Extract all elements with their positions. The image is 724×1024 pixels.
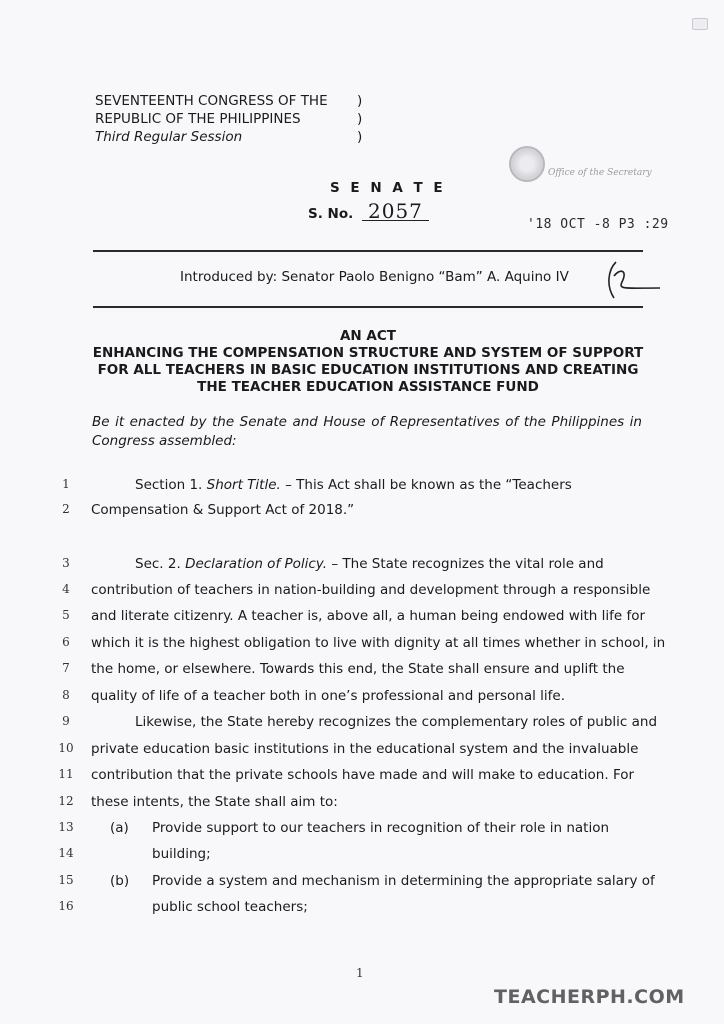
republic-line: REPUBLIC OF THE PHILIPPINES xyxy=(95,111,301,127)
body-line: quality of life of a teacher both in one’s professional and personal life. xyxy=(91,688,566,704)
list-label: (b) xyxy=(110,873,130,889)
line-number: 6 xyxy=(62,635,70,649)
senate-bill-label: S. No. xyxy=(308,206,354,222)
received-timestamp: '18 OCT -8 P3 :29 xyxy=(527,217,669,232)
signature-mark xyxy=(600,258,662,304)
body-line: the home, or elsewhere. Towards this end, the State shall ensure and uplift the xyxy=(91,661,625,677)
divider-top xyxy=(93,250,643,252)
bracket-paren: ) xyxy=(357,93,363,109)
list-item-text: Provide support to our teachers in recognition of their role in nation xyxy=(152,820,610,836)
line-number: 14 xyxy=(58,846,74,860)
line-number: 9 xyxy=(62,714,70,728)
act-title-line: FOR ALL TEACHERS IN BASIC EDUCATION INSTITUTIONS AND CREATING xyxy=(97,362,639,378)
line-number: 7 xyxy=(62,661,70,675)
body-line: Compensation & Support Act of 2018.” xyxy=(91,502,355,518)
declaration-heading: Declaration of Policy. xyxy=(185,556,328,572)
section-1-line: Section 1. Short Title. – This Act shall be known as the “Teachers xyxy=(135,477,572,493)
enacting-clause: Be it enacted by the Senate and House of Representatives of the Philippines in Congress assembled: xyxy=(92,414,642,449)
line-number: 5 xyxy=(62,608,70,622)
site-watermark: TEACHERPH.COM xyxy=(494,986,685,1008)
line-number: 13 xyxy=(58,820,74,834)
list-item-text: Provide a system and mechanism in determining the appropriate salary of xyxy=(152,873,655,889)
session-line: Third Regular Session xyxy=(95,129,243,145)
body-line: and literate citizenry. A teacher is, above all, a human being endowed with life for xyxy=(91,608,646,624)
line-number: 12 xyxy=(58,794,74,808)
line-number: 3 xyxy=(62,556,70,570)
short-title-heading: Short Title. xyxy=(206,477,281,493)
body-line: private education basic institutions in the educational system and the invaluable xyxy=(91,741,639,757)
act-title-line: THE TEACHER EDUCATION ASSISTANCE FUND xyxy=(197,379,539,395)
line-number: 4 xyxy=(62,582,70,596)
body-line: which it is the highest obligation to live with dignity at all times whether in school, in xyxy=(91,635,666,651)
list-label: (a) xyxy=(110,820,129,836)
body-line: Likewise, the State hereby recognizes the complementary roles of public and xyxy=(135,714,658,730)
page-number: 1 xyxy=(356,966,364,980)
introduced-by-line: Introduced by: Senator Paolo Benigno “Bam” A. Aquino IV xyxy=(180,269,569,285)
body-line: contribution of teachers in nation-building and development through a responsible xyxy=(91,582,651,598)
act-title-line: ENHANCING THE COMPENSATION STRUCTURE AND SYSTEM OF SUPPORT xyxy=(92,345,644,361)
list-item-text: building; xyxy=(152,846,211,862)
bill-number-value: 2057 xyxy=(362,202,429,221)
list-item-text: public school teachers; xyxy=(152,899,308,915)
act-heading: AN ACT xyxy=(339,328,396,344)
line-number: 11 xyxy=(58,767,74,781)
line-number: 16 xyxy=(58,899,74,913)
body-line: these intents, the State shall aim to: xyxy=(91,794,338,810)
scan-corner-icon xyxy=(692,18,708,30)
senate-bill-number xyxy=(362,199,429,223)
senate-seal-icon xyxy=(509,146,545,182)
divider-bottom xyxy=(93,306,643,308)
line-number: 8 xyxy=(62,688,70,702)
congress-line: SEVENTEENTH CONGRESS OF THE xyxy=(95,93,328,109)
stamp-office-text: Office of the Secretary xyxy=(548,168,652,178)
body-line: contribution that the private schools have made and will make to education. For xyxy=(91,767,635,783)
senate-label: S E N A T E xyxy=(330,180,446,196)
section-2-line: Sec. 2. Declaration of Policy. – The State recognizes the vital role and xyxy=(135,556,604,572)
line-number: 2 xyxy=(62,502,70,516)
line-number: 15 xyxy=(58,873,74,887)
bracket-paren: ) xyxy=(357,129,363,145)
line-number: 10 xyxy=(58,741,74,755)
bracket-paren: ) xyxy=(357,111,363,127)
line-number: 1 xyxy=(62,477,70,491)
